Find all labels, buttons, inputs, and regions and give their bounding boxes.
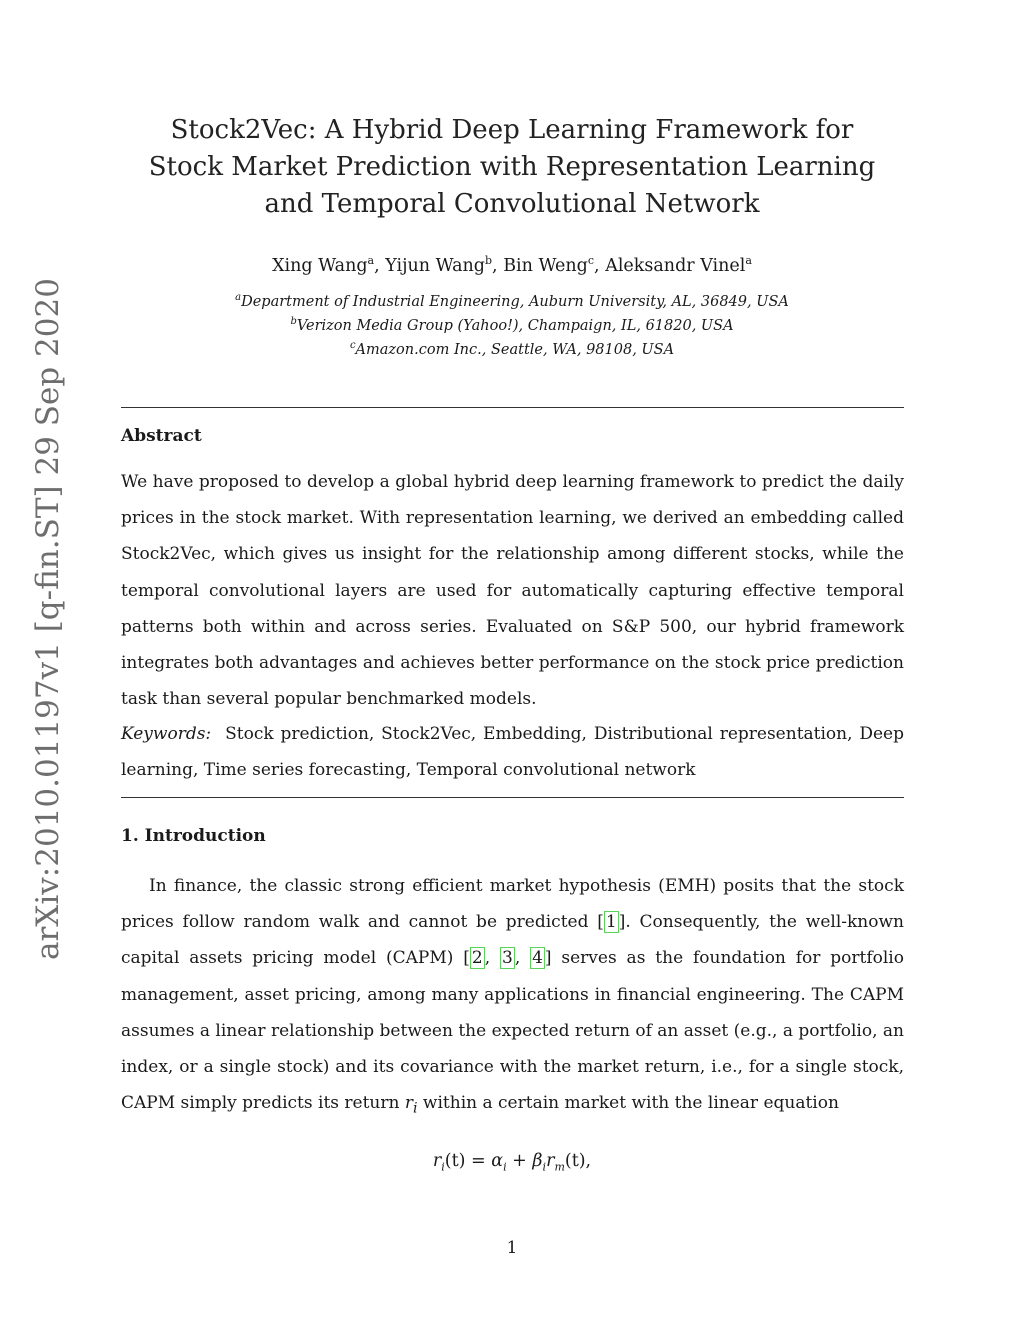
eq-r: r — [432, 1151, 442, 1171]
keywords-label: Keywords: — [121, 724, 212, 744]
author-affiliation-mark: a — [745, 254, 752, 267]
citation-separator: , — [514, 948, 531, 969]
eq-alpha: α — [491, 1151, 504, 1171]
eq-rm-sub: m — [554, 1160, 565, 1174]
author-name: Bin Weng — [503, 255, 588, 276]
title-line-2: Stock Market Prediction with Representation Learning — [148, 152, 876, 182]
affiliation-line — [112, 288, 912, 312]
introduction-heading: 1. Introduction — [121, 826, 266, 846]
author-name: Xing Wang — [272, 255, 368, 276]
affiliation-mark: c — [349, 339, 356, 351]
intro-text-part-4: within a certain market with the linear equation — [417, 1093, 839, 1114]
title-line-3: and Temporal Convolutional Network — [264, 189, 760, 219]
author-name: Aleksandr Vinel — [605, 255, 746, 276]
affiliation-line — [112, 312, 912, 336]
capm-equation — [112, 1146, 912, 1183]
author-name: Yijun Wang — [385, 255, 485, 276]
eq-beta-sub: i — [542, 1160, 547, 1174]
affiliation-mark: b — [290, 315, 297, 327]
citation-link[interactable]: 1 — [605, 912, 617, 933]
author-affiliation-mark: a — [367, 254, 375, 267]
eq-beta: β — [532, 1151, 543, 1171]
abstract-bottom-rule — [121, 797, 904, 798]
eq-plus: + — [506, 1151, 533, 1171]
eq-r-sub: i — [441, 1160, 445, 1174]
abstract-heading: Abstract — [121, 426, 202, 446]
affiliation-line — [112, 336, 912, 360]
citation-separator: , — [484, 948, 500, 969]
abstract-top-rule — [121, 407, 904, 408]
author-separator: , — [374, 255, 386, 276]
affiliation-text: Amazon.com Inc., Seattle, WA, 98108, USA — [355, 341, 675, 358]
affiliation-mark: a — [235, 292, 242, 303]
author-separator: , — [492, 255, 504, 276]
intro-text-part-1: In finance, the classic strong efficient market hypothesis (EMH) posits that the stock prices follow random walk and cannot be predicted — [121, 876, 904, 933]
author-affiliation-mark: b — [485, 254, 493, 267]
affiliation-text: Verizon Media Group (Yahoo!), Champaign, IL, 61820, USA — [296, 317, 734, 334]
author-separator: , — [594, 255, 606, 276]
math-subscript-i: i — [413, 1100, 418, 1117]
keywords-text: Stock prediction, Stock2Vec, Embedding, Distributional representation, Deep learning, Time series forecasting, Temporal convolutional network — [121, 724, 904, 781]
citation-link[interactable]: 4 — [532, 948, 543, 969]
math-variable-r: r — [404, 1093, 413, 1114]
page-number: 1 — [506, 1238, 518, 1258]
eq-lhs-arg: (t) = — [444, 1151, 492, 1171]
paper-title — [112, 112, 912, 223]
eq-rm: r — [546, 1151, 555, 1171]
eq-alpha-sub: i — [503, 1160, 507, 1174]
citation-link[interactable]: 3 — [501, 948, 513, 969]
affiliation-list — [112, 288, 912, 359]
eq-rm-arg: (t), — [564, 1151, 592, 1171]
keywords-line — [121, 716, 904, 788]
intro-text-part-2: . Consequently, the well-known capital assets pricing model (CAPM) [ — [121, 912, 904, 969]
arxiv-identifier-stamp: arXiv:2010.01197v1 [q-fin.ST] 29 Sep 2020 — [30, 278, 66, 960]
intro-text-part-3: ] serves as the foundation for portfolio management, asset pricing, among many applications in financial engineering. The CAPM assumes a linear relationship between the expected return of an asset (e.g., a portfolio, an index, or a single stock) and its covariance with the market return, i.e., for a single stock, CAPM simply predicts its return — [121, 948, 904, 1114]
author-list — [112, 248, 912, 279]
citation-link[interactable]: 2 — [471, 948, 483, 969]
author-affiliation-mark: c — [587, 254, 595, 267]
abstract-body: We have proposed to develop a global hybrid deep learning framework to predict the daily prices in the stock market. With representation learning, we derived an embedding called Stock2Vec, which gives us insight for the relationship among different stocks, while the temporal convolutional layers are used for automatically capturing effective temporal patterns both within and across series. Evaluated on S&P 500, our hybrid framework integrates both advantages and achieves better performance on the stock price prediction task than several popular benchmarked models. — [121, 472, 904, 710]
affiliation-text: Department of Industrial Engineering, Auburn University, AL, 36849, USA — [241, 293, 789, 310]
title-line-1: Stock2Vec: A Hybrid Deep Learning Framework for — [170, 115, 854, 145]
introduction-paragraph: In finance, the classic strong efficient market hypothesis (EMH) posits that the stock prices follow random walk and cannot be predicted [ 1 ]. Consequently, the well-known capital assets pricing model (CAPM) [ 2 , 3 , 4 ] serves as the foundation for portfolio management, asset pricing, among many applications in financial engineering. The CAPM assumes a linear relationship between the expected return of an asset (e.g., a portfolio, an index, or a single stock) and its covariance with the market return, i.e., for a single stock, CAPM simply predicts its return $r_i$ within a certain market with the linear equation — [121, 876, 904, 1117]
